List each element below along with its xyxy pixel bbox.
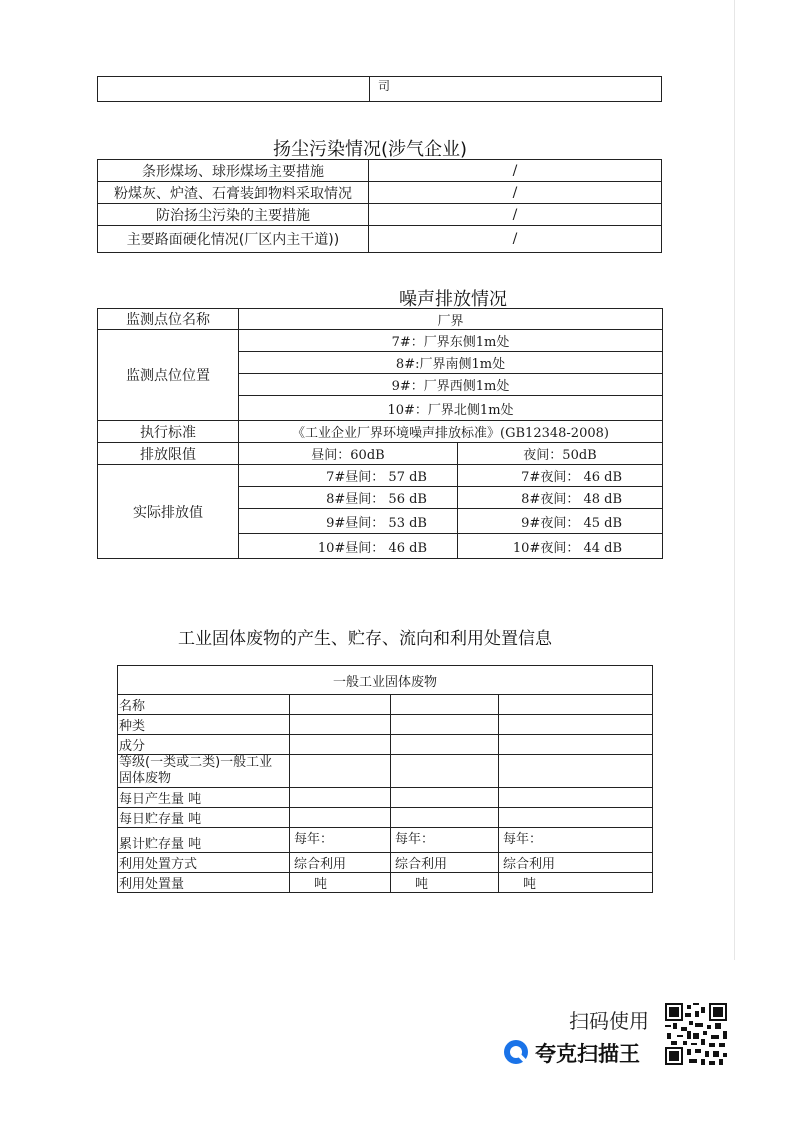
point-position: 10#：厂界北侧1m处 <box>239 396 663 421</box>
waste-composition-label: 成分 <box>118 735 290 755</box>
waste-cell <box>391 715 499 735</box>
waste-type-label: 种类 <box>118 715 290 735</box>
waste-daily-output-label: 每日产生量 吨 <box>118 788 290 808</box>
waste-cell <box>499 788 653 808</box>
table-row <box>118 873 653 893</box>
waste-name-label: 名称 <box>118 695 290 715</box>
scan-to-use-text: 扫码使用 <box>569 1009 649 1033</box>
actual-day: 9#昼间： 53 dB <box>239 509 458 534</box>
waste-table <box>117 665 653 893</box>
waste-grade-label <box>118 755 290 788</box>
table-row <box>118 828 653 853</box>
limit-label: 排放限值 <box>98 443 239 465</box>
method-cell: 综合利用 <box>290 853 391 873</box>
method-cell: 综合利用 <box>391 853 499 873</box>
limit-day: 昼间：60dB <box>239 443 458 465</box>
dust-label: 主要路面硬化情况(厂区内主干道)) <box>98 226 369 253</box>
point-position: 9#：厂界西侧1m处 <box>239 374 663 396</box>
dust-value: / <box>369 160 662 182</box>
table-row <box>118 666 653 695</box>
table-row <box>118 788 653 808</box>
actual-night: 9#夜间： 45 dB <box>458 509 663 534</box>
noise-table <box>97 308 663 559</box>
qr-code-icon[interactable] <box>665 1003 727 1065</box>
waste-cell <box>499 808 653 828</box>
waste-cell <box>499 715 653 735</box>
waste-cell <box>290 715 391 735</box>
dust-section-title: 扬尘污染情况(涉气企业) <box>273 139 468 160</box>
dust-label: 防治扬尘污染的主要措施 <box>98 204 369 226</box>
dust-label: 条形煤场、球形煤场主要措施 <box>98 160 369 182</box>
waste-cell <box>499 755 653 788</box>
amount-cell: 吨 <box>290 873 391 893</box>
table-row <box>118 735 653 755</box>
actual-label: 实际排放值 <box>98 465 239 559</box>
table-row <box>98 443 663 465</box>
waste-cell <box>391 735 499 755</box>
table-row <box>98 182 662 204</box>
waste-grade-line1: 等级(一类或二类)一般工业 <box>119 755 273 770</box>
dust-label: 粉煤灰、炉渣、石膏装卸物料采取情况 <box>98 182 369 204</box>
waste-cumulative-label: 累计贮存量 吨 <box>118 828 290 853</box>
waste-cell <box>391 755 499 788</box>
dust-value: / <box>369 226 662 253</box>
point-position-label: 监测点位位置 <box>98 330 239 421</box>
table-row <box>118 715 653 735</box>
point-name-value: 厂界 <box>239 309 663 330</box>
waste-header: 一般工业固体废物 <box>118 666 653 695</box>
amount-cell: 吨 <box>391 873 499 893</box>
waste-cell <box>290 755 391 788</box>
waste-daily-storage-label: 每日贮存量 吨 <box>118 808 290 828</box>
waste-grade-line2: 固体废物 <box>119 771 172 786</box>
waste-cell <box>391 788 499 808</box>
continued-cell-right: 司 <box>370 77 662 102</box>
method-cell: 综合利用 <box>499 853 653 873</box>
continued-table <box>97 76 662 102</box>
quark-logo-icon <box>503 1039 529 1065</box>
actual-night: 7#夜间： 46 dB <box>458 465 663 487</box>
table-row <box>98 421 663 443</box>
table-row <box>98 309 663 330</box>
waste-cell <box>391 808 499 828</box>
waste-method-label: 利用处置方式 <box>118 853 290 873</box>
per-year-cell: 每年： <box>499 828 653 853</box>
per-year-cell: 每年： <box>290 828 391 853</box>
continued-cell-left <box>98 77 370 102</box>
noise-section-title: 噪声排放情况 <box>399 289 507 310</box>
waste-cell <box>290 735 391 755</box>
limit-night: 夜间：50dB <box>458 443 663 465</box>
table-row <box>98 204 662 226</box>
actual-day: 10#昼间： 46 dB <box>239 534 458 559</box>
point-position: 8#:厂界南侧1m处 <box>239 352 663 374</box>
table-row <box>98 465 663 487</box>
point-name-label: 监测点位名称 <box>98 309 239 330</box>
point-position: 7#：厂界东侧1m处 <box>239 330 663 352</box>
actual-night: 10#夜间： 44 dB <box>458 534 663 559</box>
dust-value: / <box>369 204 662 226</box>
actual-day: 8#昼间： 56 dB <box>239 487 458 509</box>
dust-table <box>97 159 662 253</box>
waste-cell <box>290 695 391 715</box>
waste-cell <box>290 788 391 808</box>
waste-cell <box>391 695 499 715</box>
waste-amount-label: 利用处置量 <box>118 873 290 893</box>
table-row <box>118 755 653 788</box>
actual-day: 7#昼间： 57 dB <box>239 465 458 487</box>
waste-cell <box>290 808 391 828</box>
standard-value: 《工业企业厂界环境噪声排放标准》(GB12348-2008) <box>239 421 663 443</box>
page-edge-line <box>734 0 735 960</box>
table-row <box>118 695 653 715</box>
table-row <box>98 160 662 182</box>
table-row <box>118 853 653 873</box>
per-year-cell: 每年： <box>391 828 499 853</box>
table-row <box>98 330 663 352</box>
standard-label: 执行标准 <box>98 421 239 443</box>
waste-cell <box>499 735 653 755</box>
app-name: 夸克扫描王 <box>535 1042 640 1066</box>
waste-section-title: 工业固体废物的产生、贮存、流向和利用处置信息 <box>178 629 552 649</box>
waste-cell <box>499 695 653 715</box>
amount-cell: 吨 <box>499 873 653 893</box>
actual-night: 8#夜间： 48 dB <box>458 487 663 509</box>
table-row <box>98 226 662 253</box>
table-row <box>118 808 653 828</box>
dust-value: / <box>369 182 662 204</box>
